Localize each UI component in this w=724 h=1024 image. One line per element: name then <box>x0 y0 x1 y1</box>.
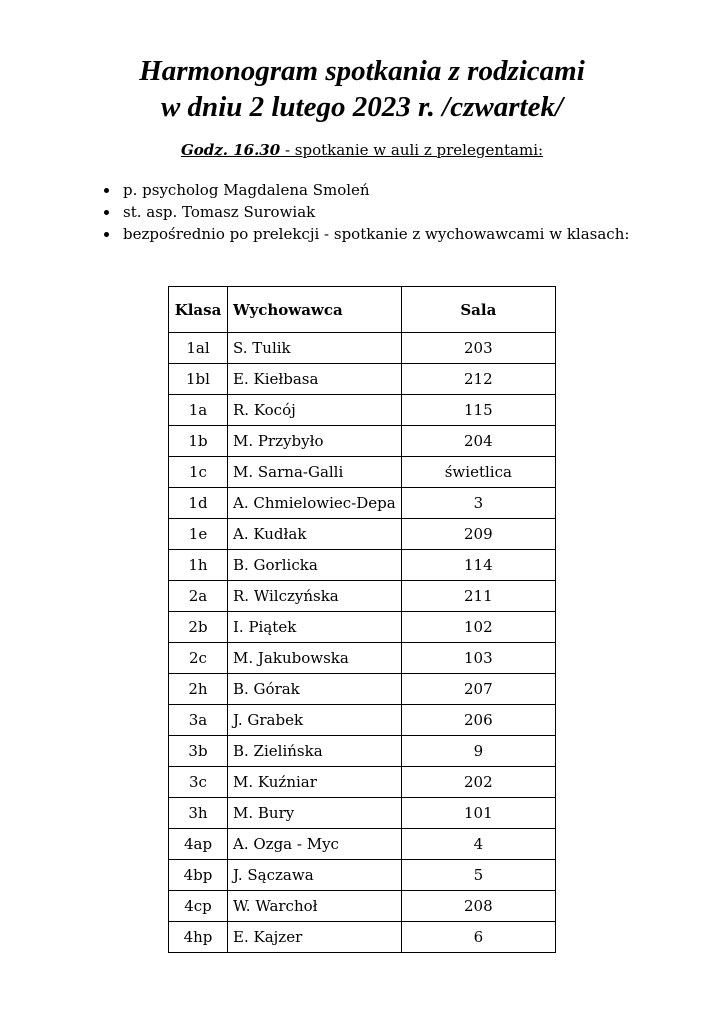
table-row <box>169 767 556 798</box>
table-row <box>169 829 556 860</box>
cell-room: 3 <box>401 488 555 519</box>
bullet-icon <box>104 188 109 193</box>
list-item-text: st. asp. Tomasz Surowiak <box>123 203 316 221</box>
cell-room: 207 <box>401 674 555 705</box>
cell-class: 1al <box>169 333 228 364</box>
cell-room: 103 <box>401 643 555 674</box>
cell-class: 4bp <box>169 860 228 891</box>
cell-room: 204 <box>401 426 555 457</box>
cell-teacher: J. Grabek <box>228 705 402 736</box>
list-item <box>104 223 629 245</box>
cell-class: 1bl <box>169 364 228 395</box>
cell-room: 5 <box>401 860 555 891</box>
table-body <box>169 333 556 953</box>
cell-room: 209 <box>401 519 555 550</box>
cell-teacher: I. Piątek <box>228 612 402 643</box>
cell-teacher: S. Tulik <box>228 333 402 364</box>
cell-class: 1e <box>169 519 228 550</box>
table-row <box>169 674 556 705</box>
cell-room: 4 <box>401 829 555 860</box>
bullet-icon <box>104 232 109 237</box>
schedule-table <box>168 286 556 953</box>
cell-room: 9 <box>401 736 555 767</box>
meeting-time: Godz. 16.30 <box>180 141 281 159</box>
cell-teacher: R. Kocój <box>228 395 402 426</box>
cell-teacher: M. Przybyło <box>228 426 402 457</box>
cell-teacher: B. Zielińska <box>228 736 402 767</box>
cell-class: 3h <box>169 798 228 829</box>
cell-room: 115 <box>401 395 555 426</box>
cell-class: 1d <box>169 488 228 519</box>
cell-teacher: A. Kudłak <box>228 519 402 550</box>
cell-teacher: M. Sarna-Galli <box>228 457 402 488</box>
list-item <box>104 179 629 201</box>
table-row <box>169 643 556 674</box>
header-room: Sala <box>401 287 555 333</box>
table-row <box>169 891 556 922</box>
table-row <box>169 550 556 581</box>
cell-teacher: J. Sączawa <box>228 860 402 891</box>
table-header-row <box>169 287 556 333</box>
cell-class: 2h <box>169 674 228 705</box>
cell-room: 101 <box>401 798 555 829</box>
document-title-line-2: w dniu 2 lutego 2023 r. /czwartek/ <box>160 91 564 123</box>
cell-class: 1h <box>169 550 228 581</box>
cell-class: 2c <box>169 643 228 674</box>
table-row <box>169 798 556 829</box>
header-teacher: Wychowawca <box>228 287 402 333</box>
cell-class: 3a <box>169 705 228 736</box>
cell-teacher: R. Wilczyńska <box>228 581 402 612</box>
cell-room: 212 <box>401 364 555 395</box>
table-row <box>169 860 556 891</box>
cell-class: 2b <box>169 612 228 643</box>
speakers-list <box>104 179 629 245</box>
cell-teacher: E. Kajzer <box>228 922 402 953</box>
cell-class: 1a <box>169 395 228 426</box>
cell-room: 203 <box>401 333 555 364</box>
cell-class: 3b <box>169 736 228 767</box>
cell-room: 6 <box>401 922 555 953</box>
cell-class: 4hp <box>169 922 228 953</box>
list-item <box>104 201 629 223</box>
table-row <box>169 736 556 767</box>
cell-class: 1b <box>169 426 228 457</box>
cell-teacher: B. Górak <box>228 674 402 705</box>
cell-teacher: M. Bury <box>228 798 402 829</box>
meeting-subtitle <box>0 140 724 160</box>
cell-teacher: A. Chmielowiec-Depa <box>228 488 402 519</box>
cell-teacher: M. Kuźniar <box>228 767 402 798</box>
table-row <box>169 581 556 612</box>
meeting-description: - spotkanie w auli z prelegentami: <box>280 141 544 159</box>
table-row <box>169 519 556 550</box>
cell-teacher: E. Kiełbasa <box>228 364 402 395</box>
table-row <box>169 457 556 488</box>
cell-room: 208 <box>401 891 555 922</box>
table-row <box>169 612 556 643</box>
list-item-text: p. psycholog Magdalena Smoleń <box>123 181 370 199</box>
document-title-line-1: Harmonogram spotkania z rodzicami <box>139 55 585 87</box>
cell-room: 211 <box>401 581 555 612</box>
list-item-text: bezpośrednio po prelekcji - spotkanie z wychowawcami w klasach: <box>123 225 630 243</box>
cell-room: 102 <box>401 612 555 643</box>
cell-room: świetlica <box>401 457 555 488</box>
table-row <box>169 395 556 426</box>
cell-class: 3c <box>169 767 228 798</box>
cell-class: 1c <box>169 457 228 488</box>
cell-room: 206 <box>401 705 555 736</box>
header-class: Klasa <box>169 287 228 333</box>
table-row <box>169 488 556 519</box>
table-row <box>169 426 556 457</box>
cell-class: 4ap <box>169 829 228 860</box>
cell-teacher: B. Gorlicka <box>228 550 402 581</box>
cell-room: 202 <box>401 767 555 798</box>
cell-room: 114 <box>401 550 555 581</box>
cell-class: 2a <box>169 581 228 612</box>
table-row <box>169 333 556 364</box>
table-row <box>169 364 556 395</box>
table-row <box>169 922 556 953</box>
cell-teacher: W. Warchoł <box>228 891 402 922</box>
bullet-icon <box>104 210 109 215</box>
cell-class: 4cp <box>169 891 228 922</box>
cell-teacher: M. Jakubowska <box>228 643 402 674</box>
cell-teacher: A. Ozga - Myc <box>228 829 402 860</box>
table-row <box>169 705 556 736</box>
